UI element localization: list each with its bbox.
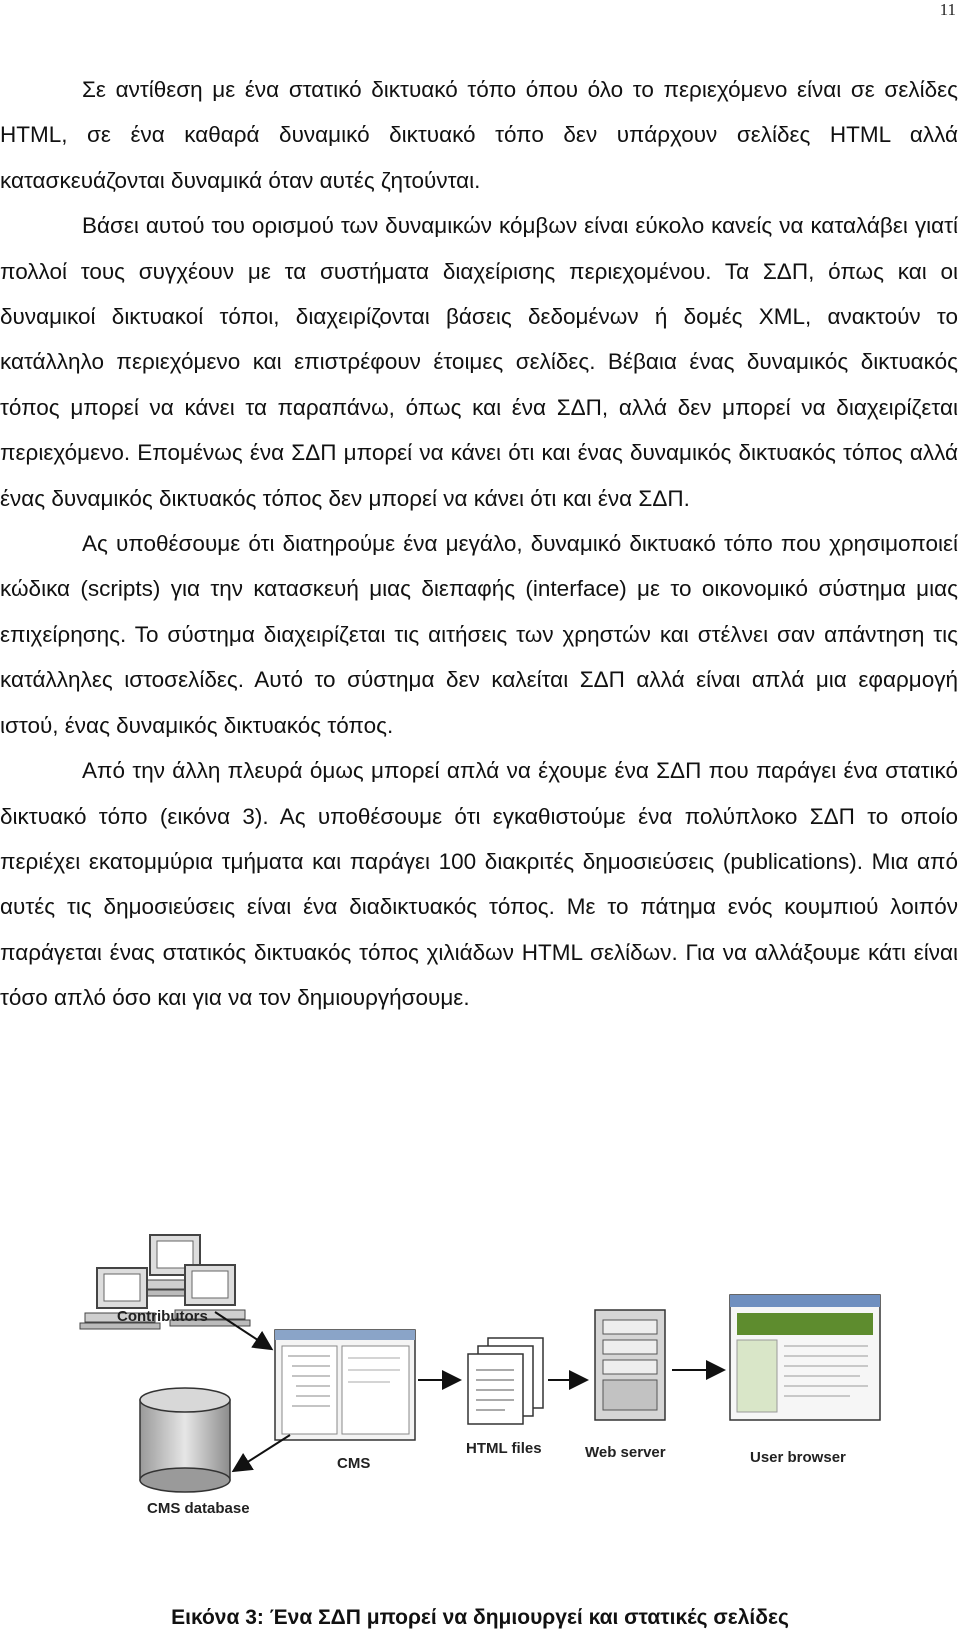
cms-diagram (0, 1230, 960, 1530)
figure-caption: Εικόνα 3: Ένα ΣΔΠ μπορεί να δημιουργεί και στατικές σελίδες (171, 1606, 789, 1629)
cms-diagram-figure (0, 1230, 960, 1530)
paragraph-3: Ας υποθέσουμε ότι διατηρούμε ένα μεγάλο, δυναμικό δικτυακό τόπο που χρησιμοποιεί κώδικα (scripts) για την κατασκευή μιας διεπαφής (interface) με το οικονομικό σύστημα μιας επιχείρησης. Το σύστημα διαχειρίζεται τις αιτήσεις των χρηστών και στέλνει σαν απάντηση τις κατάλληλες ιστοσελίδες. Αυτό το σύστημα δεν καλείται ΣΔΠ αλλά είναι απλά μια εφαρμογή ιστού, ένας δυναμικός δικτυακός τόπος. (0, 531, 958, 738)
paragraph-4: Από την άλλη πλευρά όμως μπορεί απλά να έχουμε ένα ΣΔΠ που παράγει ένα στατικό δικτυακό τόπο (εικόνα 3). Ας υποθέσουμε ότι εγκαθιστούμε ένα πολύπλοκο ΣΔΠ το οποίο περιέχει εκατομμύρια τμήματα και παράγει 100 διακριτές δημοσιεύσεις (publications). Μια από αυτές τις δημοσιεύσεις είναι ένα διαδικτυακός τόπος. Με το πάτημα ενός κουμπιού λοιπόν παράγεται ένας στατικός δικτυακός τόπος χιλιάδων HTML σελίδων. Για να αλλάξουμε κάτι είναι τόσο απλό όσο και για να τον δημιουργήσουμε. (0, 758, 958, 1011)
database-icon (140, 1388, 230, 1492)
cms-window-icon (275, 1330, 415, 1440)
web-server-label: Web server (585, 1444, 666, 1461)
page-number: 11 (939, 0, 956, 19)
paragraph-2: Βάσει αυτού του ορισμού των δυναμικών κόμβων είναι εύκολο κανείς να καταλάβει γιατί πολλοί τους συγχέουν με τα συστήματα διαχείρισης περιεχομένου. Τα ΣΔΠ, όπως και οι δυναμικοί δικτυακοί τόποι, διαχειρίζονται βάσεις δεδομένων ή δομές XML, ανακτούν το κατάλληλο περιεχόμενο και επιστρέφουν έτοιμες σελίδες. Βέβαια ένας δυναμικός δικτυακός τόπος μπορεί να κάνει τα παραπάνω, όπως και ένα ΣΔΠ, αλλά δεν μπορεί να διαχειρίζεται περιεχόμενο. Επομένως ένα ΣΔΠ μπορεί να κάνει ότι και ένας δυναμικός δικτυακός τόπος αλλά ένας δυναμικός δικτυακός τόπος δεν μπορεί να κάνει ότι και ένα ΣΔΠ. (0, 213, 958, 511)
cms-label: CMS (337, 1455, 371, 1472)
contributors-label: Contributors (117, 1308, 208, 1325)
cms-database-label: CMS database (147, 1500, 250, 1517)
user-browser-label: User browser (750, 1449, 846, 1466)
user-browser-icon (730, 1295, 880, 1420)
html-files-icon (468, 1338, 543, 1424)
body-text (0, 67, 958, 1021)
paragraph-1: Σε αντίθεση με ένα στατικό δικτυακό τόπο όπου όλο το περιεχόμενο είναι σε σελίδες HTML, σε ένα καθαρά δυναμικό δικτυακό τόπο δεν υπάρχουν σελίδες HTML αλλά κατασκευάζονται δυναμικά όταν αυτές ζητούνται. (0, 77, 958, 193)
arrow-cms-to-database (235, 1435, 290, 1470)
web-server-icon (595, 1310, 665, 1420)
html-files-label: HTML files (466, 1440, 542, 1457)
